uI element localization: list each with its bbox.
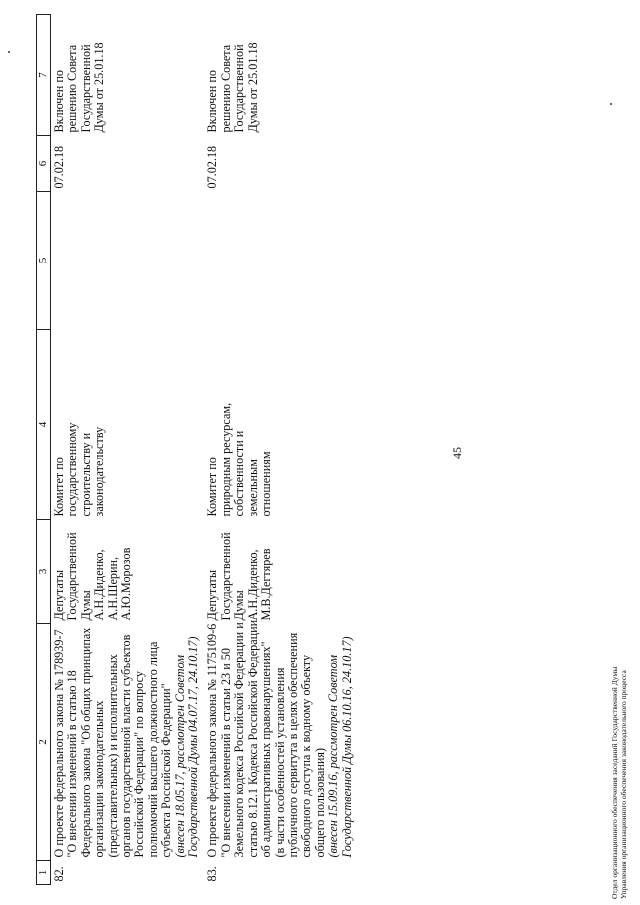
text-line: Думы от 25.01.18 — [92, 42, 107, 133]
text-line: собственности и — [232, 430, 247, 517]
text-line: Государственной Думы 06.10.16, 24.10.17) — [339, 636, 354, 858]
text-line: природным ресурсам, — [218, 402, 233, 517]
register-table — [36, 14, 358, 885]
text-line: об административных правонарушениях" — [259, 641, 274, 858]
footer — [610, 667, 628, 899]
text-line: Государственной — [232, 44, 247, 133]
text-line: органов государственной власти субъектов — [119, 634, 134, 858]
footer-line: Управления организационного обеспечения законодательного процесса — [619, 670, 628, 899]
review-date: 07.02.18 — [52, 145, 66, 189]
text-line: Федерального закона "Об общих принципах — [78, 627, 93, 858]
header-cell-7: 7 — [37, 15, 51, 136]
text-line: Комитет по — [205, 457, 220, 517]
text-line: "О внесении изменений в статьи 23 и 50 — [218, 648, 233, 858]
text-line: М.В.Дегтярев — [259, 548, 274, 621]
text-line: Думы — [78, 590, 93, 621]
text-line: "О внесении изменений в статью 18 — [65, 670, 80, 858]
header-cell-1: 1 — [37, 861, 51, 885]
text-line: Думы от 25.01.18 — [245, 42, 260, 133]
text-line: Государственной — [218, 532, 233, 621]
bill-authors — [51, 520, 205, 624]
header-cell-4: 4 — [37, 330, 51, 520]
text-line: (внесен 15.09.16, рассмотрен Советом — [326, 655, 341, 858]
text-line: Земельного кодекса Российской Федерации и — [232, 622, 247, 858]
text-line: Государственной Думы 04.07.17, 24.10.17) — [186, 636, 201, 858]
footer-line: Отдел организационного обеспечения заседаний Государственной Думы — [610, 666, 619, 899]
bill-description — [204, 619, 357, 861]
review-date: 07.02.18 — [205, 145, 220, 189]
column-5-cell — [204, 192, 357, 330]
text-line: Государственной — [65, 532, 80, 621]
text-line: А.Ю.Морозов — [119, 547, 134, 621]
text-line: организации законодательных — [92, 700, 107, 858]
text-line: публичного сервитута в целях обеспечения — [285, 632, 300, 858]
text-line: Государственной — [78, 44, 93, 133]
header-cell-2: 2 — [37, 624, 51, 861]
text-line: земельным — [245, 459, 260, 517]
text-line: А.Н.Шерин, — [105, 556, 120, 621]
text-line: законодательству — [92, 426, 107, 517]
text-line: О проекте федерального закона № 178939-7 — [52, 629, 66, 858]
text-line: А.Н.Диденко, — [245, 549, 260, 621]
table-row — [51, 15, 205, 885]
text-line: строительству и — [78, 432, 93, 517]
text-line: Депутаты — [52, 569, 66, 621]
inclusion-status — [51, 15, 205, 136]
header-row — [37, 15, 51, 885]
row-number: 82. — [52, 866, 66, 882]
text-line: свободного доступа к водному объекту — [299, 654, 314, 858]
text-line: решению Совета — [218, 44, 233, 133]
header-cell-5: 5 — [37, 192, 51, 330]
text-line: (в части особенностей установления — [272, 667, 287, 858]
text-line: Депутаты — [205, 569, 220, 621]
text-line: О проекте федерального закона № 1175109-6 — [205, 623, 220, 858]
bill-authors — [204, 520, 357, 624]
responsible-committee — [51, 330, 205, 520]
page-number: 45 — [450, 447, 464, 459]
text-line: Включен по — [52, 70, 66, 133]
text-line: государственному — [65, 422, 80, 517]
inclusion-status — [204, 15, 357, 136]
text-line: (внесен 18.05.17, рассмотрен Советом — [172, 655, 187, 858]
text-line: (представительных) и исполнительных — [105, 654, 120, 858]
text-line: решению Совета — [65, 44, 80, 133]
text-line: А.Н.Диденко, — [92, 549, 107, 621]
text-line: Включен по — [205, 70, 220, 133]
text-line: субъекта Российской Федерации" — [159, 683, 174, 858]
scan-speck — [610, 103, 612, 105]
text-line: отношениям — [259, 451, 274, 517]
table-row — [204, 15, 357, 885]
column-5-cell — [51, 192, 205, 330]
text-line: полномочий высшего должностного лица — [145, 641, 160, 858]
text-line: общего пользования) — [312, 747, 327, 858]
scan-speck — [8, 51, 10, 53]
text-line: Думы — [232, 590, 247, 621]
header-cell-3: 3 — [37, 520, 51, 624]
row-number: 83. — [205, 866, 220, 882]
header-cell-6: 6 — [37, 136, 51, 192]
text-line: статью 8.12.1 Кодекса Российской Федерации — [245, 619, 260, 858]
bill-description — [51, 624, 205, 861]
responsible-committee — [204, 330, 357, 520]
text-line: Российской Федерации" по вопросу — [132, 671, 147, 858]
text-line: Комитет по — [52, 457, 66, 517]
